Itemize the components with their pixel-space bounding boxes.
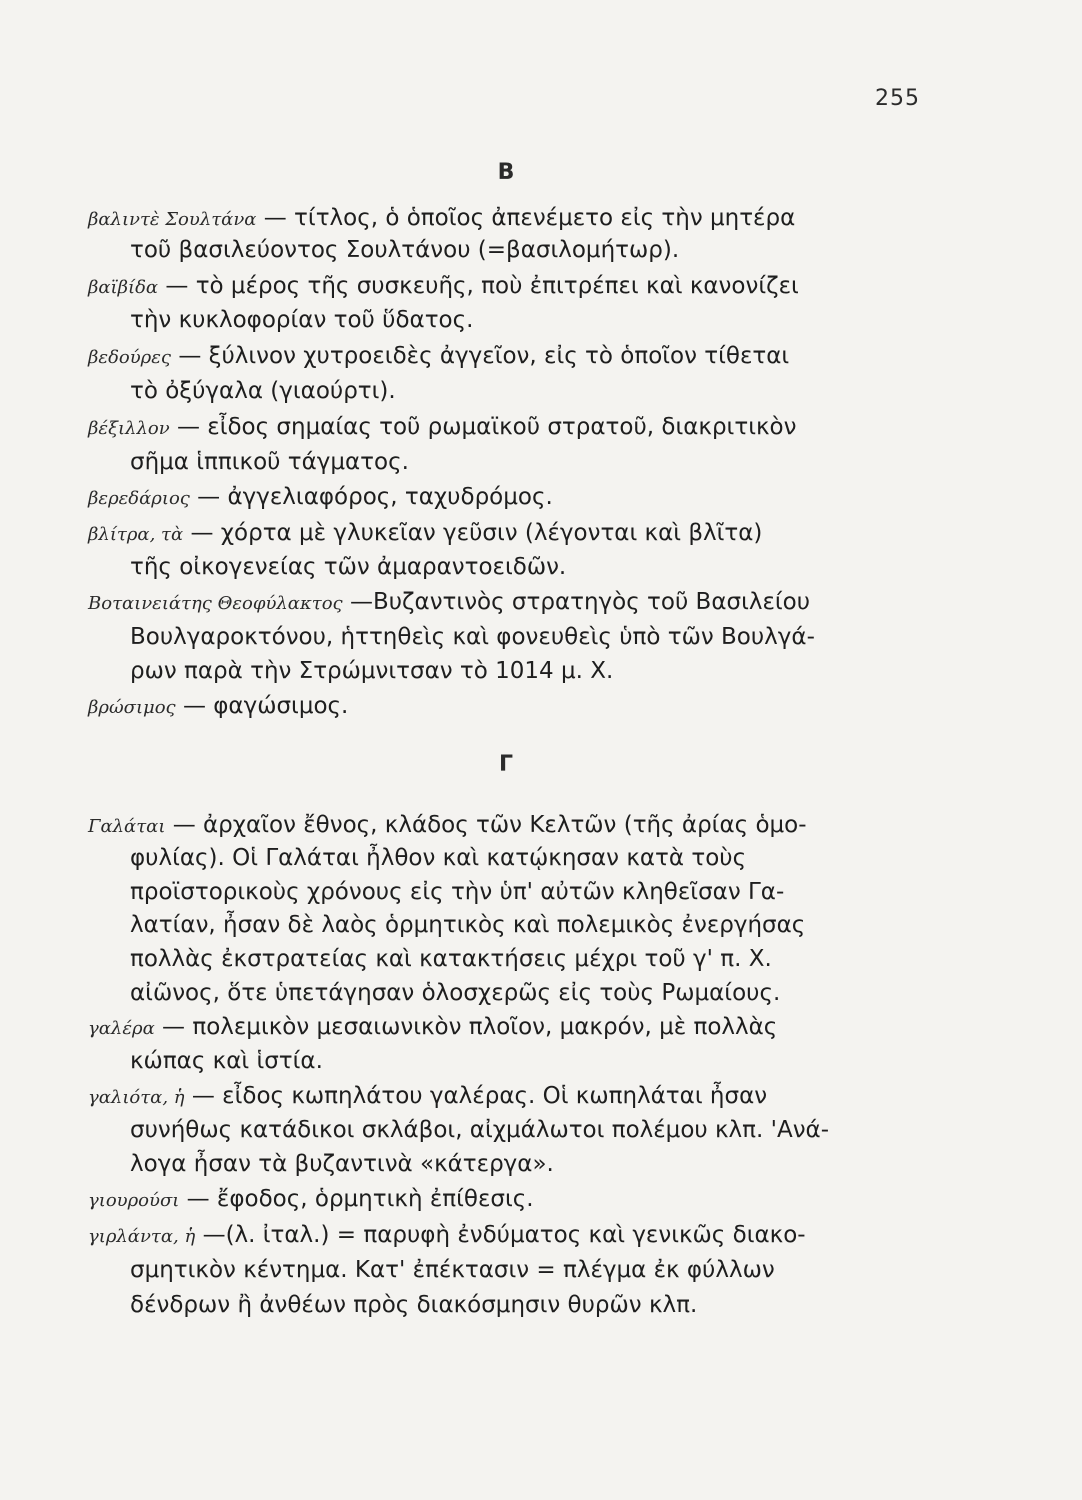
entry-definition: — τίτλος, ὁ ὁποῖος ἀπενέμετο εἰς τὴν μητέρα — [263, 205, 796, 231]
entry-line — [88, 341, 789, 373]
entry-term: βαλιντὲ Σουλτάνα — [88, 209, 257, 230]
entry-definition: — χόρτα μὲ γλυκεῖαν γεῦσιν (λέγονται καὶ βλῖτα) — [190, 520, 763, 546]
entry-term: βλίτρα, τὰ — [88, 524, 184, 545]
entry-term: βαϊβίδα — [88, 277, 159, 298]
entry-line — [88, 691, 348, 723]
page-number: 255 — [875, 86, 920, 111]
entry-line — [88, 518, 762, 550]
entry-term: βρώσιμος — [88, 697, 176, 718]
entry-term: βερεδάριος — [88, 488, 190, 509]
entry-definition: — πολεμικὸν μεσαιωνικὸν πλοῖον, μακρόν, μὲ πολλὰς — [162, 1014, 778, 1040]
entry-definition: — ξύλινον χυτροειδὲς ἀγγεῖον, εἰς τὸ ὁποῖον τίθεται — [178, 343, 790, 369]
entry-line: τὴν κυκλοφορίαν τοῦ ὕδατος. — [130, 307, 474, 333]
entry-term: γιρλάντα, ἡ — [88, 1226, 196, 1247]
entry-line: τῆς οἰκογενείας τῶν ἀμαραντοειδῶν. — [130, 554, 567, 580]
entry-definition: — ἀγγελιαφόρος, ταχυδρόμος. — [197, 484, 553, 510]
entry-definition: —(λ. ἰταλ.) = παρυφὴ ἐνδύματος καὶ γενικῶς διακο- — [202, 1222, 806, 1248]
entry-term: γαλιότα, ἡ — [88, 1087, 185, 1108]
entry-line: πολλὰς ἐκστρατείας καὶ κατακτήσεις μέχρι τοῦ γ' π. Χ. — [130, 946, 772, 972]
entry-line — [88, 412, 796, 444]
entry-line — [88, 1081, 767, 1113]
entry-line: τοῦ βασιλεύοντος Σουλτάνου (=βασιλομήτωρ). — [130, 237, 680, 263]
entry-line — [88, 1012, 777, 1044]
entry-line — [88, 203, 795, 235]
entry-line: λογα ἦσαν τὰ βυζαντινὰ «κάτεργα». — [130, 1151, 554, 1177]
entry-line: Βουλγαροκτόνου, ἡττηθεὶς καὶ φονευθεὶς ὑπὸ τῶν Βουλγά- — [130, 624, 815, 650]
entry-line: συνήθως κατάδικοι σκλάβοι, αἰχμάλωτοι πολέμου κλπ. 'Ανά- — [130, 1117, 830, 1143]
entry-definition: —Βυζαντινὸς στρατηγὸς τοῦ Βασιλείου — [349, 589, 811, 615]
entry-definition: — τὸ μέρος τῆς συσκευῆς, ποὺ ἐπιτρέπει καὶ κανονίζει — [165, 273, 799, 299]
entry-line: φυλίας). Οἱ Γαλάται ἦλθον καὶ κατῴκησαν κατὰ τοὺς — [130, 845, 747, 871]
entry-line: τὸ ὀξύγαλα (γιαούρτι). — [130, 378, 396, 404]
entry-line — [88, 587, 810, 619]
entry-line: λατίαν, ἦσαν δὲ λαὸς ὁρμητικὸς καὶ πολεμικὸς ἐνεργήσας — [130, 912, 806, 938]
entry-line: προϊστορικοὺς χρόνους εἰς τὴν ὑπ' αὐτῶν κληθεῖσαν Γα- — [130, 879, 785, 905]
section-letter-gamma: Γ — [498, 752, 514, 777]
entry-term: Βοταινειάτης Θεοφύλακτος — [88, 593, 343, 614]
entry-line: αἰῶνος, ὅτε ὑπετάγησαν ὁλοσχερῶς εἰς τοὺς Ρωμαίους. — [130, 980, 781, 1006]
entry-definition: — ἔφοδος, ὁρμητικὴ ἐπίθεσις. — [186, 1186, 534, 1212]
entry-line — [88, 1184, 534, 1216]
entry-term: γιουρούσι — [88, 1190, 180, 1211]
entry-line: δένδρων ἢ ἀνθέων πρὸς διακόσμησιν θυρῶν κλπ. — [130, 1292, 698, 1318]
entry-term: Γαλάται — [88, 816, 166, 837]
entry-line — [88, 810, 807, 842]
entry-definition: — ἀρχαῖον ἔθνος, κλάδος τῶν Κελτῶν (τῆς ἀρίας ὁμο- — [172, 812, 807, 838]
entry-line: ρων παρὰ τὴν Στρώμνιτσαν τὸ 1014 μ. Χ. — [130, 658, 614, 684]
entry-term: γαλέρα — [88, 1018, 155, 1039]
entry-line: σῆμα ἱππικοῦ τάγματος. — [130, 449, 409, 475]
entry-definition: — εἶδος κωπηλάτου γαλέρας. Οἱ κωπηλάται ἦσαν — [191, 1083, 768, 1109]
entry-line: σμητικὸν κέντημα. Κατ' ἐπέκτασιν = πλέγμα ἐκ φύλλων — [130, 1257, 775, 1283]
entry-line — [88, 271, 799, 303]
entry-term: βεδούρες — [88, 347, 172, 368]
entry-line — [88, 1220, 806, 1252]
entry-line — [88, 482, 553, 514]
entry-definition: — φαγώσιμος. — [182, 693, 349, 719]
entry-line: κώπας καὶ ἱστία. — [130, 1048, 323, 1074]
entry-term: βέξιλλον — [88, 418, 170, 439]
section-letter-beta: Β — [497, 160, 515, 185]
entry-definition: — εἶδος σημαίας τοῦ ρωμαϊκοῦ στρατοῦ, διακριτικὸν — [176, 414, 797, 440]
